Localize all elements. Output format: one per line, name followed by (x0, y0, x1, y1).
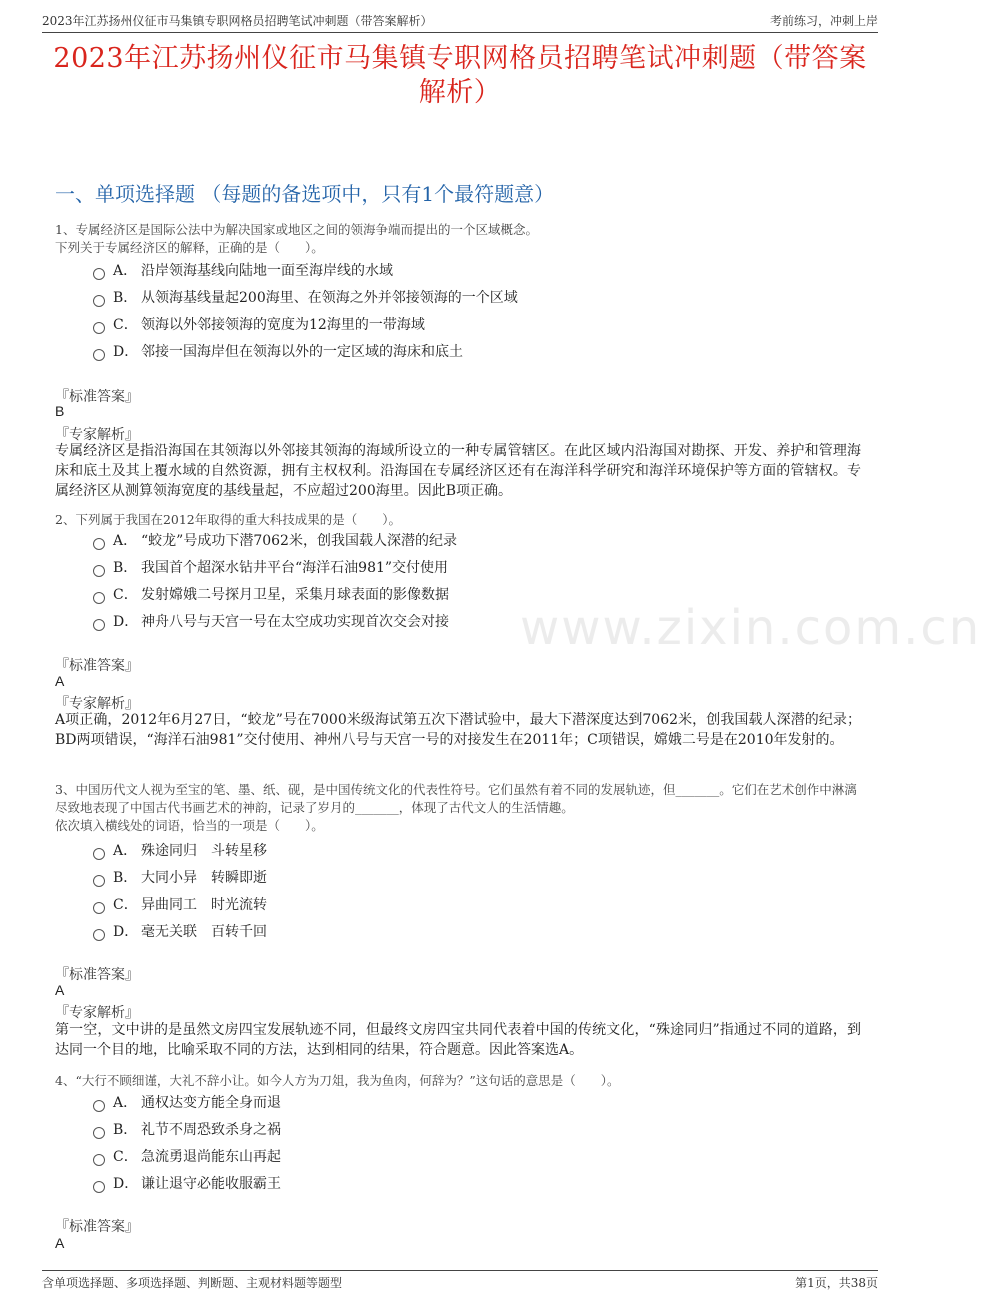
header-doc-title: 2023年江苏扬州仪征市马集镇专职网格员招聘笔试冲刺题（带答案解析） (42, 14, 433, 28)
question-4-option-d[interactable]: D． 谦让退守必能收服霸王 (93, 1173, 281, 1195)
page-number: 第1页，共38页 (795, 1276, 878, 1290)
question-4-option-a[interactable]: A． 通权达变方能全身而退 (93, 1092, 281, 1114)
question-2-option-a[interactable]: A． “蛟龙”号成功下潜7062米，创我国载人深潜的纪录 (93, 530, 457, 552)
question-1-stem-line1: 1、专属经济区是国际公法中为解决国家或地区之间的领海争端而提出的一个区域概念。 (55, 222, 538, 237)
answer-label: 『标准答案』 (55, 1219, 139, 1235)
question-4-stem (55, 1072, 860, 1090)
question-3-option-a[interactable]: A． 殊途同归 斗转星移 (93, 840, 267, 862)
question-3-option-d[interactable]: D． 毫无关联 百转千回 (93, 921, 267, 943)
section-heading: 一、单项选择题 （每题的备选项中，只有1个最符题意） (55, 182, 555, 206)
question-1-answer: B (55, 403, 65, 419)
radio-icon[interactable] (93, 929, 105, 941)
question-3-stem-line1: 3、中国历代文人视为至宝的笔、墨、纸、砚，是中国传统文化的代表性符号。它们虽然有着不同的发展轨迹，但_______。它们在艺术创作中淋漓尽致地表现了中国古代书画艺术的神韵，记录了岁月的_______，体现了古代文人的生活情趣。 (55, 782, 857, 815)
question-2-stem (55, 511, 860, 529)
header-slogan: 考前练习，冲刺上岸 (769, 14, 878, 28)
question-4-answer: A (55, 1235, 65, 1251)
watermark: www.zixin.com.cn (520, 600, 981, 656)
radio-icon[interactable] (93, 295, 105, 307)
radio-icon[interactable] (93, 1127, 105, 1139)
answer-label: 『标准答案』 (55, 389, 139, 405)
question-1-stem-line2: 下列关于专属经济区的解释，正确的是（ ）。 (55, 240, 324, 255)
question-3-option-c[interactable]: C． 异曲同工 时光流转 (93, 894, 267, 916)
radio-icon[interactable] (93, 875, 105, 887)
question-4-option-c[interactable]: C． 急流勇退尚能东山再起 (93, 1146, 281, 1168)
question-4-option-b[interactable]: B． 礼节不周恐致杀身之祸 (93, 1119, 281, 1141)
question-3-stem (55, 781, 860, 835)
radio-icon[interactable] (93, 619, 105, 631)
question-1-option-b[interactable]: B． 从领海基线量起200海里、在领海之外并邻接领海的一个区域 (93, 287, 518, 309)
question-2-option-c[interactable]: C． 发射嫦娥二号探月卫星，采集月球表面的影像数据 (93, 584, 449, 606)
page-header (42, 10, 878, 33)
question-3-option-b[interactable]: B． 大同小异 转瞬即逝 (93, 867, 267, 889)
radio-icon[interactable] (93, 1154, 105, 1166)
analysis-label: 『专家解析』 (55, 427, 139, 443)
document-title: 2023年江苏扬州仪征市马集镇专职网格员招聘笔试冲刺题（带答案解析） (53, 43, 867, 108)
question-3-analysis: 第一空，文中讲的是虽然文房四宝发展轨迹不同，但最终文房四宝共同代表着中国的传统文化，“殊途同归”指通过不同的道路，到达同一个目的地，比喻采取不同的方法，达到相同的结果，符合题意。因此答案选A。 (55, 1022, 861, 1058)
question-3-stem-line2: 依次填入横线处的词语，恰当的一项是（ ）。 (55, 818, 324, 833)
question-1-option-c[interactable]: C． 领海以外邻接领海的宽度为12海里的一带海域 (93, 314, 425, 336)
radio-icon[interactable] (93, 1181, 105, 1193)
radio-icon[interactable] (93, 322, 105, 334)
analysis-label: 『专家解析』 (55, 1005, 139, 1021)
radio-icon[interactable] (93, 349, 105, 361)
question-1-option-a[interactable]: A． 沿岸领海基线向陆地一面至海岸线的水域 (93, 260, 393, 282)
radio-icon[interactable] (93, 848, 105, 860)
analysis-label: 『专家解析』 (55, 696, 139, 712)
radio-icon[interactable] (93, 902, 105, 914)
question-2-answer: A (55, 673, 65, 689)
radio-icon[interactable] (93, 592, 105, 604)
radio-icon[interactable] (93, 1100, 105, 1112)
question-2-option-b[interactable]: B． 我国首个超深水钻井平台“海洋石油981”交付使用 (93, 557, 448, 579)
radio-icon[interactable] (93, 268, 105, 280)
answer-label: 『标准答案』 (55, 658, 139, 674)
radio-icon[interactable] (93, 538, 105, 550)
question-1-option-d[interactable]: D． 邻接一国海岸但在领海以外的一定区域的海床和底土 (93, 341, 463, 363)
question-2-analysis: A项正确，2012年6月27日，“蛟龙”号在7000米级海试第五次下潜试验中，最大下潜深度达到7062米，创我国载人深潜的纪录；BD两项错误，“海洋石油981”交付使用、神州八号与天宫一号的对接发生在2011年；C项错误，嫦娥二号是在2010年发射的。 (55, 712, 861, 748)
question-3-answer: A (55, 982, 65, 998)
question-2-option-d[interactable]: D． 神舟八号与天宫一号在太空成功实现首次交会对接 (93, 611, 449, 633)
question-1-analysis: 专属经济区是指沿海国在其领海以外邻接其领海的海域所设立的一种专属管辖区。在此区域内沿海国对勘探、开发、养护和管理海床和底土及其上覆水域的自然资源，拥有主权权利。沿海国在专属经济区还有在海洋科学研究和海洋环境保护等方面的管辖权。专属经济区从测算领海宽度的基线量起，不应超过200海里。因此B项正确。 (55, 443, 861, 499)
question-1-stem (55, 221, 860, 257)
question-2-stem-line1: 2、下列属于我国在2012年取得的重大科技成果的是（ ）。 (55, 512, 402, 527)
question-4-stem-line1: 4、“大行不顾细谨，大礼不辞小让。如今人方为刀俎，我为鱼肉，何辞为？”这句话的意思是（ ）。 (55, 1073, 620, 1088)
answer-label: 『标准答案』 (55, 967, 139, 983)
page-footer (42, 1270, 878, 1293)
footer-question-types: 含单项选择题、多项选择题、判断题、主观材料题等题型 (42, 1276, 343, 1290)
radio-icon[interactable] (93, 565, 105, 577)
